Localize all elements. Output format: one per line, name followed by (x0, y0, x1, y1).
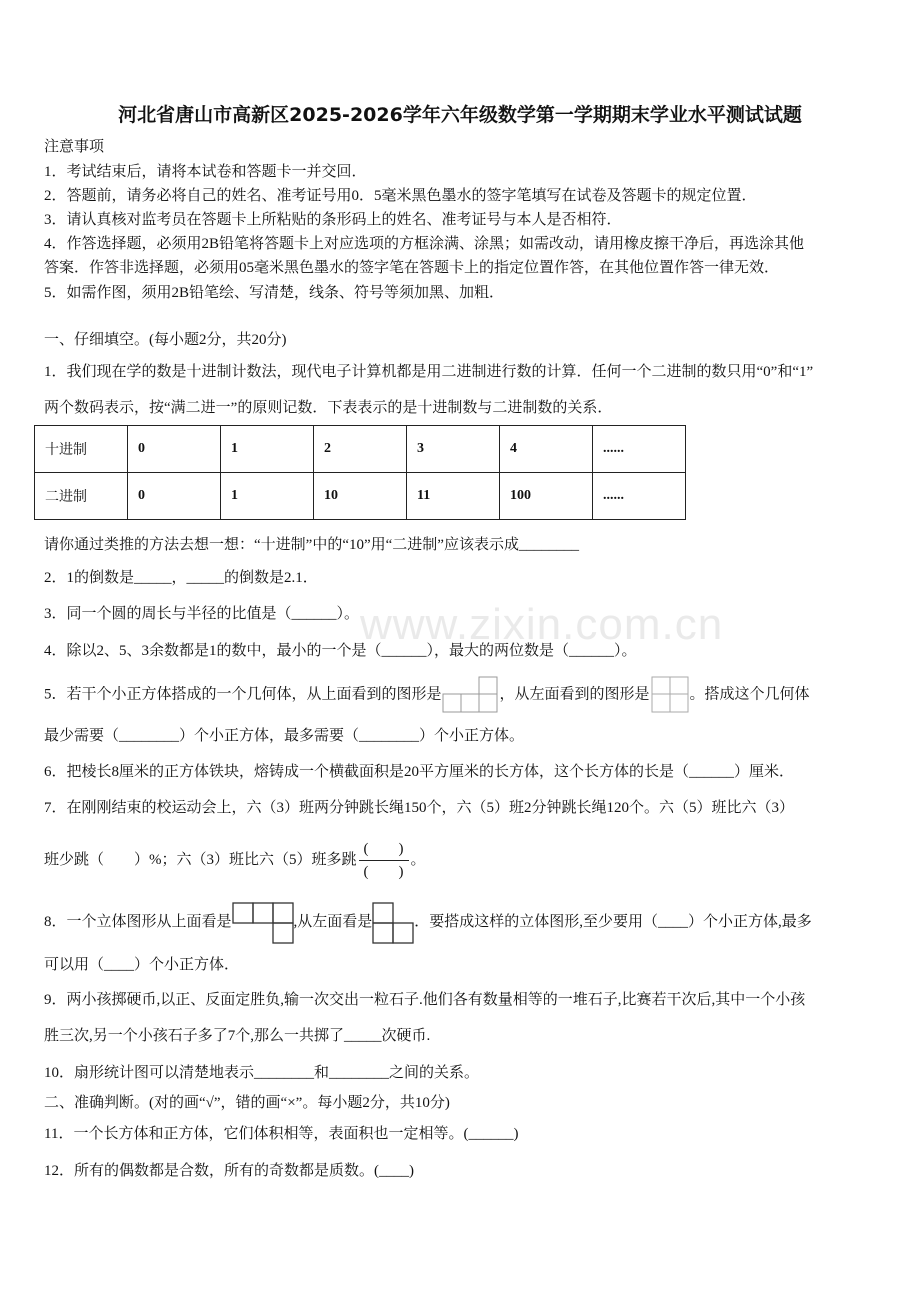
question-3: 3．同一个圆的周长与半径的比值是（______）。 (44, 606, 360, 622)
notice-item: 答案．作答非选择题，必须用05毫米黑色墨水的签字笔在答题卡上的指定位置作答，在其他位置作答一律无效． (44, 260, 780, 276)
question-8-text: ．要搭成这样的立体图形,至少要用（____）个小正方体,最多 (414, 914, 812, 930)
question-8-text: 8．一个立体图形从上面看是 (44, 914, 232, 930)
table-cell: 1 (221, 473, 314, 520)
notice-heading: 注意事项 (44, 139, 105, 155)
question-7-cont (44, 834, 426, 886)
question-10: 10．扇形统计图可以清楚地表示________和________之间的关系。 (44, 1065, 480, 1081)
notice-item: 2．答题前，请务必将自己的姓名、准考证号用0．5毫米黑色墨水的签字笔填写在试卷及答题卡的规定位置． (44, 188, 757, 204)
question-5-text: 5．若干个小正方体搭成的一个几何体，从上面看到的图形是 (44, 686, 442, 703)
question-1-ask: 请你通过类推的方法去想一想：“十进制”中的“10”用“二进制”应该表示成________ (44, 537, 579, 553)
table-cell: 10 (314, 473, 407, 520)
notice-item: 5．如需作图，须用2B铅笔绘、写清楚，线条、符号等须加黑、加粗． (44, 285, 505, 301)
question-1: 1．我们现在学的数是十进制计数法，现代电子计算机都是用二进制进行数的计算．任何一个二进制的数只用“0”和“1” (44, 364, 814, 380)
question-11: 11．一个长方体和正方体，它们体积相等，表面积也一定相等。(______) (44, 1126, 519, 1142)
question-5-text: 。搭成这个几何体 (689, 686, 810, 703)
question-7-text: 班少跳（ ）%；六（3）班比六（5）班多跳 (44, 852, 357, 868)
question-9: 9．两小孩掷硬币,以正、反面定胜负,输一次交出一粒石子.他们各有数量相等的一堆石子,比赛若干次后,其中一个小孩 (44, 992, 806, 1008)
question-5-cont: 最少需要（________）个小正方体，最多需要（________）个小正方体。 (44, 728, 525, 744)
notice-item: 1．考试结束后，请将本试卷和答题卡一并交回． (44, 164, 367, 180)
notice-item: 4．作答选择题，必须用2B铅笔将答题卡上对应选项的方框涂满、涂黑；如需改动，请用橡皮擦干净后，再选涂其他 (44, 236, 805, 252)
left-view-figure (372, 902, 414, 944)
top-view-figure (442, 676, 500, 714)
numerator-blank: ( ) (363, 841, 404, 858)
question-1-cont: 两个数码表示，按“满二进一”的原则记数．下表表示的是十进制数与二进制数的关系． (44, 400, 613, 416)
question-6: 6．把棱长8厘米的正方体铁块，熔铸成一个横截面积是20平方厘米的长方体，这个长方体的长是（______）厘米． (44, 764, 795, 780)
table-cell: 二进制 (35, 473, 128, 520)
page-title: 河北省唐山市高新区2025-2026学年六年级数学第一学期期末学业水平测试试题 (118, 104, 802, 126)
section-1-heading: 一、仔细填空。(每小题2分，共20分) (44, 332, 287, 348)
question-4: 4．除以2、5、3余数都是1的数中，最小的一个是（______），最大的两位数是（______）。 (44, 643, 637, 659)
question-8-cont: 可以用（____）个小正方体． (44, 957, 240, 973)
fraction-blank (359, 838, 409, 883)
question-8 (44, 900, 812, 944)
table-cell: 0 (128, 473, 221, 520)
left-view-figure (650, 676, 690, 714)
table-row (35, 426, 686, 473)
table-cell: ...... (593, 426, 686, 473)
table-cell: 11 (407, 473, 500, 520)
question-8-text: ,从左面看是 (293, 914, 373, 930)
watermark: www.zixin.com.cn (360, 600, 724, 649)
table-row (35, 473, 686, 520)
question-9-cont: 胜三次,另一个小孩石子多了7个,那么一共掷了_____次硬币. (44, 1028, 431, 1044)
table-cell: 0 (128, 426, 221, 473)
question-5-text: ，从左面看到的图形是 (499, 686, 650, 703)
table-cell: 100 (500, 473, 593, 520)
table-cell: 3 (407, 426, 500, 473)
decimal-binary-table (34, 425, 686, 520)
table-cell: 十进制 (35, 426, 128, 473)
top-view-figure (232, 902, 294, 944)
notice-item: 3．请认真核对监考员在答题卡上所粘贴的条形码上的姓名、准考证号与本人是否相符． (44, 212, 622, 228)
table-cell: 1 (221, 426, 314, 473)
question-7-text: 。 (410, 852, 426, 868)
question-5 (44, 676, 810, 714)
denominator-blank: ( ) (363, 864, 404, 881)
table-cell: ...... (593, 473, 686, 520)
question-7: 7．在刚刚结束的校运动会上，六（3）班两分钟跳长绳150个，六（5）班2分钟跳长绳120个。六（5）班比六（3） (44, 800, 795, 816)
section-2-heading: 二、准确判断。(对的画“√”，错的画“×”。每小题2分，共10分) (44, 1095, 450, 1111)
table-cell: 2 (314, 426, 407, 473)
table-cell: 4 (500, 426, 593, 473)
question-12: 12．所有的偶数都是合数，所有的奇数都是质数。(____) (44, 1163, 414, 1179)
question-2: 2．1的倒数是_____，_____的倒数是2.1． (44, 570, 318, 586)
